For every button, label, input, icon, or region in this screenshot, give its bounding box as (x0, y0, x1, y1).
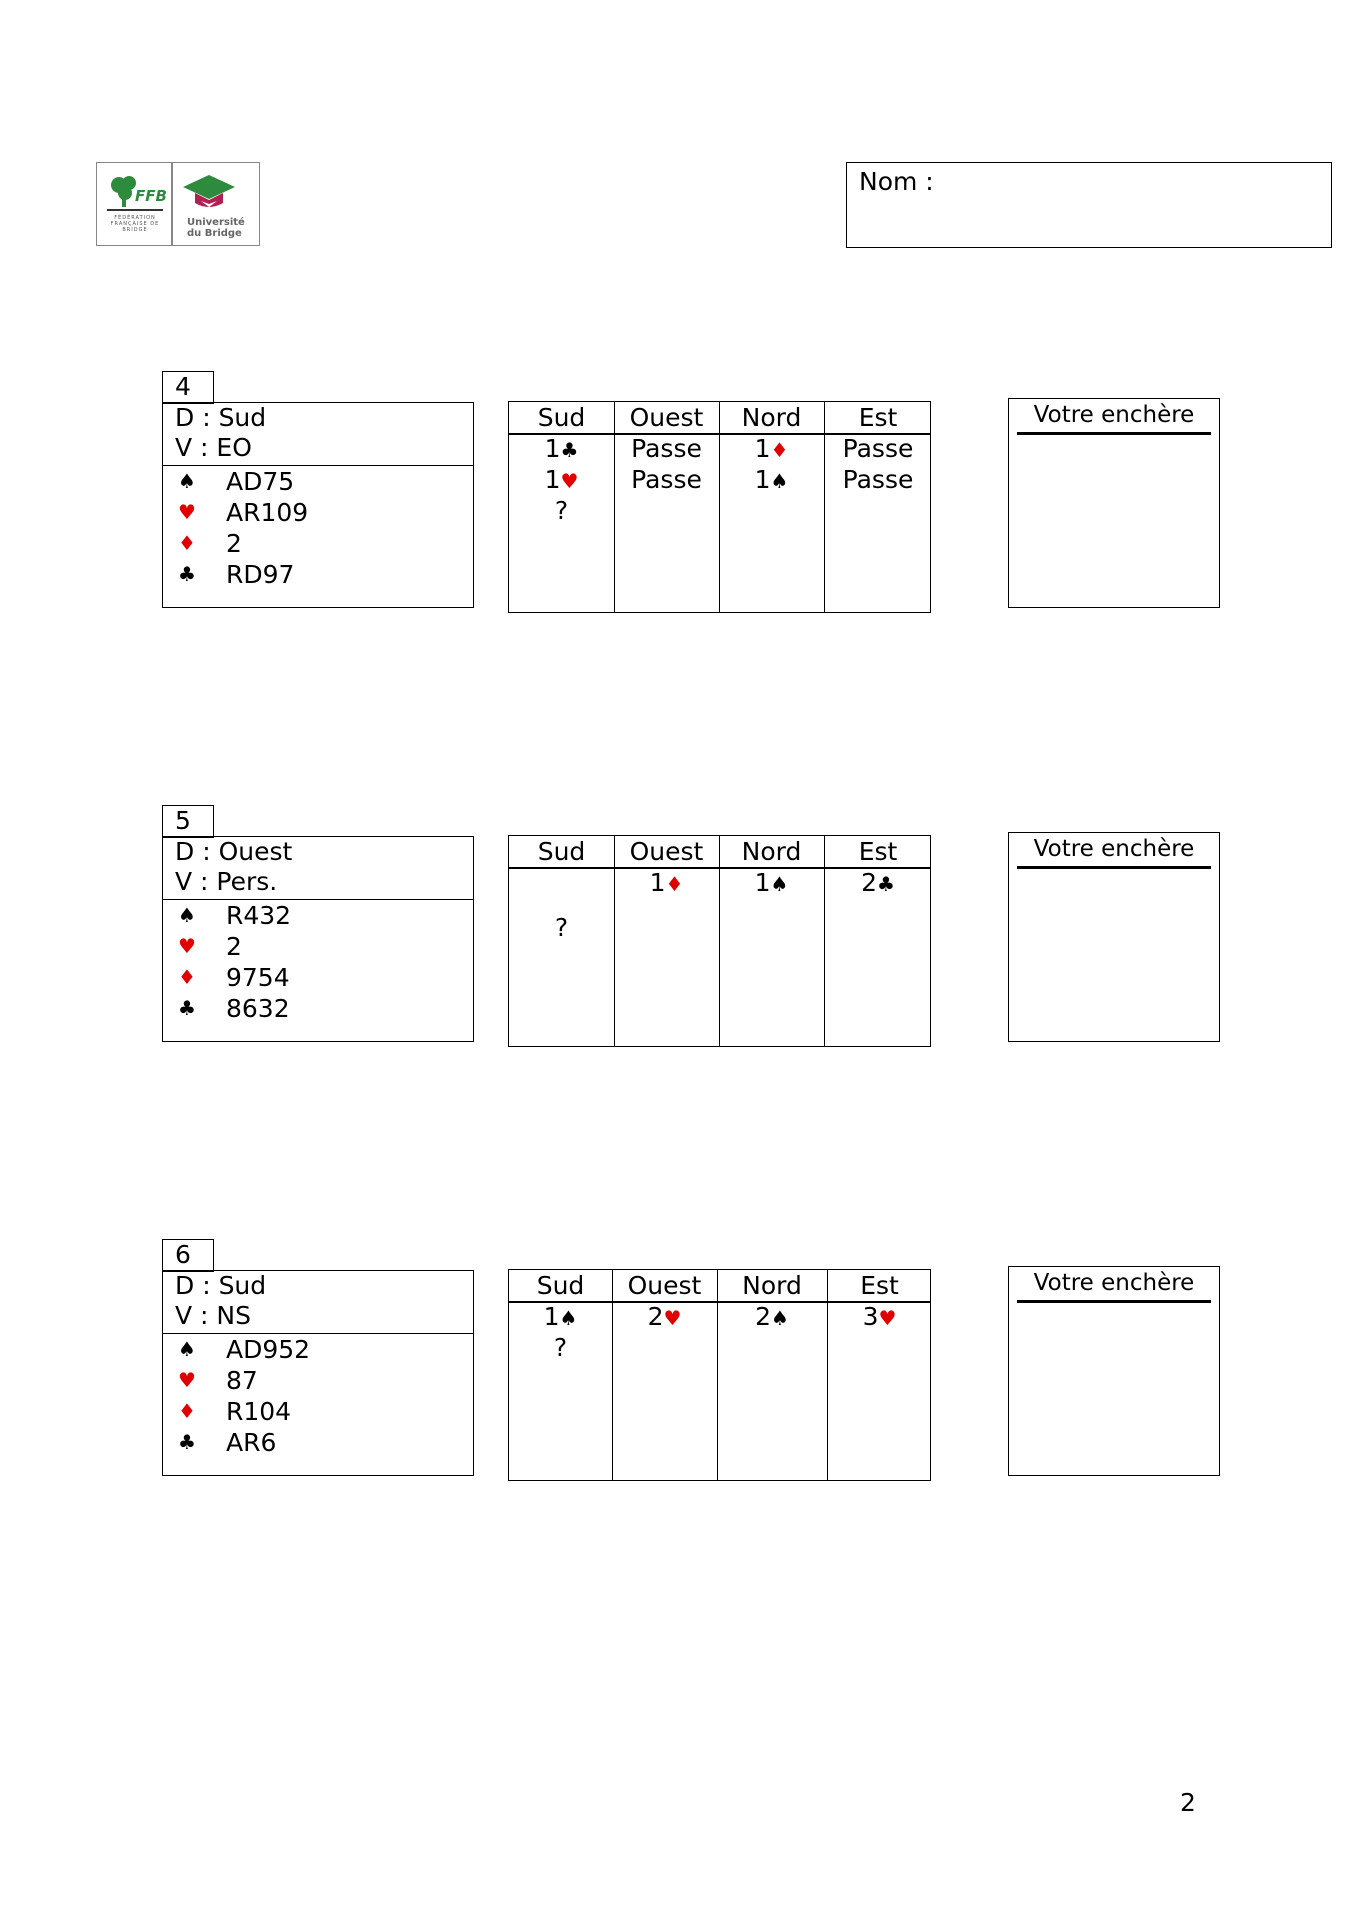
your-bid-underline (1017, 866, 1211, 869)
bid-header-est: Est (858, 403, 898, 432)
club-icon: ♣ (178, 1430, 196, 1454)
bid-cell: 3♥ (862, 1302, 897, 1331)
bid-cell: Passe (842, 465, 914, 494)
bid-cell: 1♠ (754, 465, 789, 494)
bid-header-ouest: Ouest (627, 1271, 702, 1300)
bid-cell: 1♠ (543, 1302, 578, 1331)
spade-icon: ♠ (178, 469, 196, 493)
your-bid-underline (1017, 1300, 1211, 1303)
board-number: 4 (162, 371, 214, 404)
ffb-logo-text: FFB (135, 187, 167, 205)
cards-spades: AD952 (226, 1335, 311, 1364)
page-number: 2 (1180, 1788, 1196, 1817)
hand-diagram (162, 402, 474, 608)
bid-cell: Passe (842, 434, 914, 463)
dealer-label: D : Ouest (175, 837, 293, 866)
bid-question: ? (553, 1333, 568, 1362)
suit-row-diamonds (163, 1396, 473, 1427)
your-bid-underline (1017, 432, 1211, 435)
bid-cell: 1♥ (544, 465, 579, 494)
suit-list (163, 900, 473, 1024)
bid-cell: 1♦ (754, 434, 789, 463)
bid-header-nord: Nord (742, 1271, 802, 1300)
suit-row-clubs (163, 993, 473, 1024)
cards-hearts: AR109 (226, 498, 309, 527)
bid-question: ? (554, 913, 569, 942)
cards-hearts: 87 (226, 1366, 258, 1395)
heart-icon: ♥ (178, 934, 196, 958)
vulnerability-label: V : EO (175, 433, 252, 462)
bid-cell: 1♣ (544, 434, 579, 463)
bid-cell: 2♣ (861, 868, 895, 897)
spade-icon: ♠ (178, 1337, 196, 1361)
bid-cell: 2♠ (755, 1302, 789, 1331)
spade-icon: ♠ (178, 903, 196, 927)
board-number: 5 (162, 805, 214, 838)
suit-row-hearts (163, 931, 473, 962)
cards-diamonds: R104 (226, 1397, 292, 1426)
your-bid-label: Votre enchère (1033, 1270, 1195, 1296)
bid-header-ouest: Ouest (629, 403, 704, 432)
vulnerability-label: V : Pers. (175, 867, 278, 896)
vulnerability-label: V : NS (175, 1301, 251, 1330)
bidding-table (508, 1269, 931, 1481)
graduation-cap-icon (181, 171, 237, 215)
suit-row-spades (163, 1334, 473, 1365)
suit-row-diamonds (163, 528, 473, 559)
heart-icon: ♥ (178, 1368, 196, 1392)
cards-hearts: 2 (226, 932, 242, 961)
bid-header-est: Est (858, 837, 898, 866)
your-bid-box[interactable] (1008, 1266, 1220, 1476)
bid-header-sud: Sud (537, 403, 586, 432)
heart-icon: ♥ (178, 500, 196, 524)
hand-header (163, 837, 473, 900)
club-icon: ♣ (178, 996, 196, 1020)
board-number: 6 (162, 1239, 214, 1272)
name-field[interactable] (846, 162, 1332, 248)
hand-diagram (162, 836, 474, 1042)
hand-diagram (162, 1270, 474, 1476)
dealer-label: D : Sud (175, 1271, 267, 1300)
diamond-icon: ♦ (178, 1399, 196, 1423)
bidding-table (508, 401, 931, 613)
bid-header-nord: Nord (741, 403, 802, 432)
name-label: Nom : (859, 167, 934, 196)
dealer-label: D : Sud (175, 403, 267, 432)
cards-diamonds: 2 (226, 529, 242, 558)
suit-row-clubs (163, 1427, 473, 1458)
bid-header-nord: Nord (741, 837, 802, 866)
diamond-icon: ♦ (178, 965, 196, 989)
bid-header-est: Est (860, 1271, 899, 1300)
hand-header (163, 403, 473, 466)
bid-cell: 1♠ (754, 868, 789, 897)
suit-list (163, 466, 473, 590)
bid-header-sud: Sud (536, 1271, 585, 1300)
bid-cell: 1♦ (649, 868, 684, 897)
bid-cell: 2♥ (647, 1302, 682, 1331)
ffb-logo (96, 162, 260, 246)
ffb-logo-subtext: FÉDÉRATION FRANÇAISE DE BRIDGE (110, 215, 160, 233)
club-icon: ♣ (178, 562, 196, 586)
bidding-table (508, 835, 931, 1047)
bid-header-ouest: Ouest (629, 837, 704, 866)
cards-clubs: RD97 (226, 560, 295, 589)
suit-row-diamonds (163, 962, 473, 993)
your-bid-label: Votre enchère (1033, 402, 1195, 428)
bid-cell: Passe (631, 465, 702, 494)
bid-question: ? (554, 496, 569, 525)
cards-diamonds: 9754 (226, 963, 290, 992)
your-bid-label: Votre enchère (1033, 836, 1195, 862)
bid-cell: Passe (631, 434, 702, 463)
diamond-icon: ♦ (178, 531, 196, 555)
cards-spades: AD75 (226, 467, 295, 496)
hand-header (163, 1271, 473, 1334)
suit-row-spades (163, 466, 473, 497)
suit-row-hearts (163, 497, 473, 528)
your-bid-box[interactable] (1008, 398, 1220, 608)
univ-logo-text: Université du Bridge (187, 217, 245, 239)
your-bid-box[interactable] (1008, 832, 1220, 1042)
suit-list (163, 1334, 473, 1458)
suit-row-hearts (163, 1365, 473, 1396)
cards-clubs: AR6 (226, 1428, 277, 1457)
suit-row-spades (163, 900, 473, 931)
suit-row-clubs (163, 559, 473, 590)
bid-header-sud: Sud (537, 837, 586, 866)
cards-clubs: 8632 (226, 994, 290, 1023)
cards-spades: R432 (226, 901, 292, 930)
